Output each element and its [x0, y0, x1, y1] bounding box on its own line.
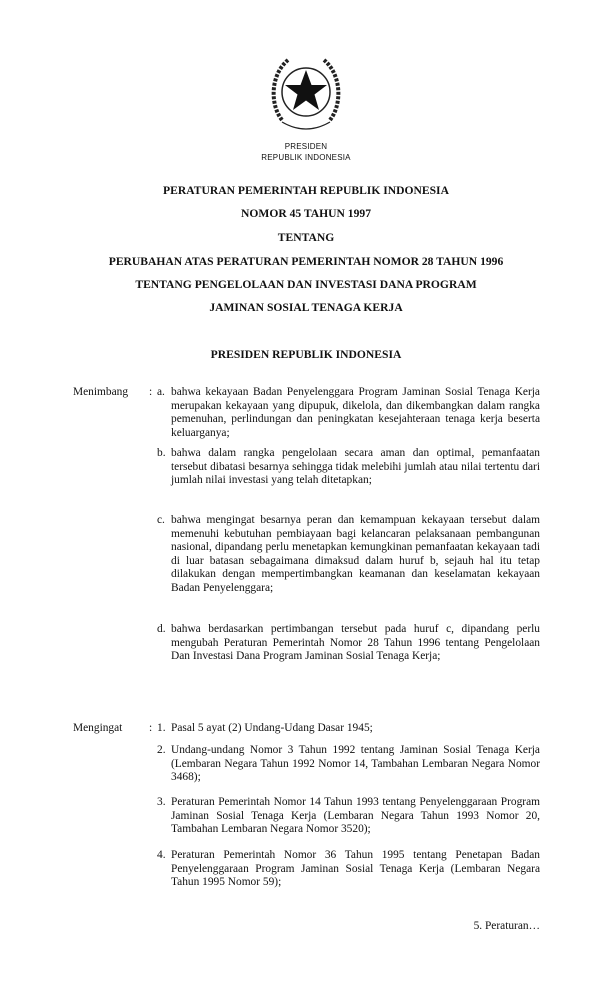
list-item [157, 796, 540, 837]
title-line: PERATURAN PEMERINTAH REPUBLIK INDONESIA [163, 184, 449, 197]
list-item [157, 447, 540, 488]
title-line: NOMOR 45 TAHUN 1997 [241, 207, 371, 220]
item-text: bahwa dalam rangka pengelolaan secara aman dan optimal, pemanfaatan tersebut dibatasi besarnya sehingga tidak melebihi jumlah atau nilai tertentu dari jumlah nilai investasi yang telah ditetapkan; [171, 447, 540, 487]
mengingat-label: Mengingat [73, 722, 123, 734]
item-text: bahwa mengingat besarnya peran dan kemampuan kekayaan tersebut dalam memenuhi kebutuhan pembiayaan bagi kelancaran pelaksanaan pembangunan nasional, dipandang perlu menetapkan kemungkinan pemanfaatan kekayaan tadi di luar batasan sebagaimana dimaksud dalam huruf b, sejauh hal itu tetap dilakukan dengan mempertimbangkan keamanan dan keselamatan kekayaan Badan Penyelenggara; [171, 514, 540, 594]
title-line: JAMINAN SOSIAL TENAGA KERJA [209, 301, 403, 314]
emblem-caption-line2: REPUBLIK INDONESIA [261, 153, 351, 162]
item-text: Undang-undang Nomor 3 Tahun 1992 tentang Jaminan Sosial Tenaga Kerja (Lembaran Negara Tahun 1992 Nomor 14, Tambahan Lembaran Negara Nomor 3468); [171, 744, 540, 784]
item-number: 3. [157, 796, 166, 808]
item-text: bahwa berdasarkan pertimbangan tersebut pada huruf c, dipandang perlu mengubah Peraturan Pemerintah Nomor 28 Tahun 1996 tentang Pengelolaan Dan Investasi Dana Program Jaminan Sosial Tenaga Kerja; [171, 623, 540, 663]
item-number: 2. [157, 744, 166, 756]
item-text: Peraturan Pemerintah Nomor 14 Tahun 1993 tentang Penyelenggaraan Program Jaminan Sosial Tenaga Kerja (Lembaran Negara Tahun 1993 Nomor 20, Tambahan Lembaran Negara Nomor 3520); [171, 796, 540, 836]
issuer-heading: PRESIDEN REPUBLIK INDONESIA [210, 348, 402, 361]
item-text: Pasal 5 ayat (2) Undang-Udang Dasar 1945; [171, 722, 373, 734]
list-item [157, 849, 540, 890]
item-text: bahwa kekayaan Badan Penyelenggara Program Jaminan Sosial Tenaga Kerja merupakan kekayaan yang dipupuk, dikelola, dan dikembangkan dalam rangka pemenuhan, perlindungan dan peningkatan kesejahteraan tenaga kerja beserta keluarganya; [171, 386, 540, 439]
emblem-caption-line1: PRESIDEN [284, 142, 328, 151]
item-number: d. [157, 623, 166, 635]
list-item [157, 623, 540, 664]
list-item [157, 386, 540, 440]
continuation-footer: 5. Peraturan… [473, 920, 540, 932]
title-line: TENTANG [277, 231, 335, 244]
title-line: PERUBAHAN ATAS PERATURAN PEMERINTAH NOMOR 28 TAHUN 1996 [108, 255, 504, 268]
menimbang-colon: : [149, 386, 153, 398]
title-line: TENTANG PENGELOLAAN DAN INVESTASI DANA PROGRAM [135, 278, 477, 291]
list-item [157, 722, 540, 736]
list-item [157, 744, 540, 785]
item-text: Peraturan Pemerintah Nomor 36 Tahun 1995 tentang Penetapan Badan Penyelenggaraan Program Jaminan Sosial Tenaga Kerja (Lembaran Negara Tahun 1995 Nomor 59); [171, 849, 540, 889]
item-number: a. [157, 386, 165, 398]
item-number: 1. [157, 722, 166, 734]
menimbang-label: Menimbang [73, 386, 129, 398]
item-number: c. [157, 514, 165, 526]
garuda-emblem-icon [268, 50, 344, 136]
item-number: b. [157, 447, 166, 459]
list-item [157, 514, 540, 596]
item-number: 4. [157, 849, 166, 861]
mengingat-colon: : [149, 722, 153, 734]
